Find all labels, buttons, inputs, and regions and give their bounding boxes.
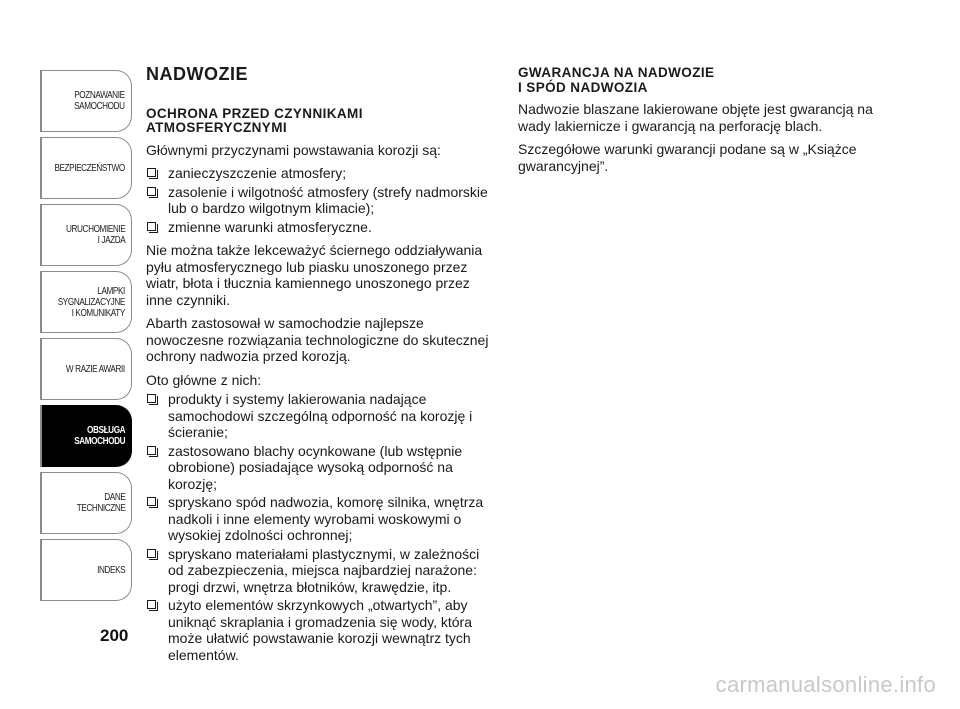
tab-poznawanie-samochodu[interactable]	[40, 70, 132, 132]
paragraph: Abarth zastosował w samochodzie najlepsze nowoczesne rozwiązania technologiczne do skutecznej ochrony nadwozia przed korozją.	[146, 315, 489, 364]
tab-w-razie-awarii[interactable]	[40, 338, 132, 400]
list-item: zanieczyszczenie atmosfery;	[146, 165, 496, 182]
paragraph: Oto główne z nich:	[146, 371, 262, 388]
checkbox-bullet-icon	[147, 187, 156, 196]
tab-label: LAMPKI SYGNALIZACYJNE I KOMUNIKATY	[57, 285, 125, 319]
tab-label: INDEKS	[96, 564, 125, 576]
tab-label: OBSŁUGA SAMOCHODU	[74, 425, 125, 447]
paragraph: Nadwozie blaszane lakierowane objęte jest gwarancją na wady lakiernicze i gwarancją na perforację blach.	[518, 101, 873, 134]
tab-obsluga-samochodu[interactable]	[40, 405, 132, 467]
list-item: zasolenie i wilgotność atmosfery (strefy nadmorskie lub o bardzo wilgotnym klimacie);	[146, 184, 496, 217]
right-column	[518, 66, 878, 181]
list-item: spryskano spód nadwozia, komorę silnika, wnętrza nadkoli i inne elementy wyrobami woskowymi o wysokiej zdolności ochronnej;	[146, 494, 496, 544]
tab-uruchomienie-i-jazda[interactable]	[40, 204, 132, 266]
tab-label: URUCHOMIENIE I JAZDA	[65, 224, 125, 246]
tab-lampki-sygnalizacyjne[interactable]	[40, 271, 132, 333]
paragraph: Szczegółowe warunki gwarancji podane są w „Książce gwarancyjnej”.	[518, 141, 857, 174]
checkbox-bullet-icon	[147, 549, 156, 558]
causes-list	[146, 165, 496, 235]
page-number: 200	[100, 626, 129, 645]
list-item: produkty i systemy lakierowania nadające samochodowi szczególną odporność na korozję i ścieranie;	[146, 391, 496, 441]
tab-label: W RAZIE AWARII	[66, 363, 125, 375]
list-item: użyto elementów skrzynkowych „otwartych”, aby uniknąć skraplania i gromadzenia się wody, która może ułatwić powstawanie korozji wewnątrz tych elementów.	[146, 597, 496, 663]
checkbox-bullet-icon	[147, 446, 156, 455]
list-item: zastosowano blachy ocynkowane (lub wstępnie obrobione) posiadające wysoką odporność na korozję;	[146, 443, 496, 493]
list-item: spryskano materiałami plastycznymi, w zależności od zabezpieczenia, miejsca najbardziej narażone: progi drzwi, wnętrza błotników, krawędzie, itp.	[146, 546, 496, 596]
intro-text: Głównymi przyczynami powstawania korozji są:	[146, 141, 441, 158]
checkbox-bullet-icon	[147, 168, 156, 177]
tab-label: DANE TECHNICZNE	[76, 492, 125, 514]
page-title: NADWOZIE	[146, 64, 248, 84]
tab-dane-techniczne[interactable]	[40, 472, 132, 534]
section-heading: OCHRONA PRZED CZYNNIKAMI ATMOSFERYCZNYMI	[146, 105, 363, 135]
chapter-tabs	[40, 70, 132, 606]
watermark-text: carmanualsonline.info	[715, 672, 936, 697]
tab-bezpieczenstwo[interactable]	[40, 137, 132, 199]
tab-indeks[interactable]	[40, 539, 132, 601]
left-column	[146, 66, 496, 670]
tab-label: POZNAWANIE SAMOCHODU	[74, 90, 125, 112]
list-item: zmienne warunki atmosferyczne.	[146, 219, 496, 236]
paragraph: Nie można także lekceważyć ściernego oddziaływania pyłu atmosferycznego lub piasku unoszonego przez wiatr, błota i tłucznia kamiennego unoszonego przez inne czynniki.	[146, 242, 483, 308]
checkbox-bullet-icon	[147, 394, 156, 403]
checkbox-bullet-icon	[147, 497, 156, 506]
checkbox-bullet-icon	[147, 600, 156, 609]
measures-list	[146, 391, 496, 663]
checkbox-bullet-icon	[147, 222, 156, 231]
warranty-heading: GWARANCJA NA NADWOZIE I SPÓD NADWOZIA	[518, 65, 715, 95]
tab-label: BEZPIECZEŃSTWO	[54, 162, 125, 174]
